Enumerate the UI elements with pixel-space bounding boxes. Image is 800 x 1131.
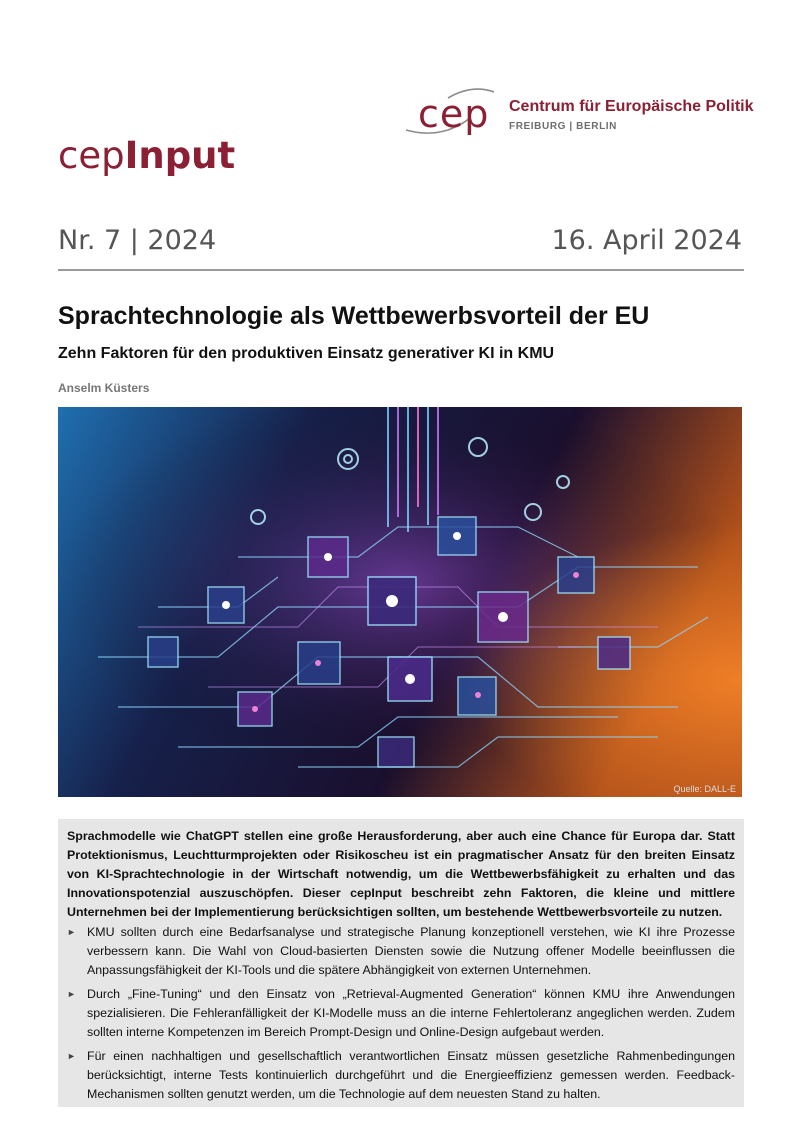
institution-cities: FREIBURG | BERLIN (509, 121, 617, 132)
issue-number: Nr. 7 | 2024 (58, 225, 217, 256)
series-title (58, 134, 235, 177)
bullet-marker-icon: ► (67, 989, 76, 999)
issue-date: 16. April 2024 (551, 225, 742, 256)
summary-bullet-text: Durch „Fine-Tuning“ und den Einsatz von „Retrieval-Augmented Generation“ können KMU ihre Anwendungen spezialisieren. Die Fehleranfälligkeit der KI-Modelle muss an die interne Fehlertoleranz angeglichen werden. Zudem sollten interne Kompetenzen im Bereich Prompt-Design und Online-Design aufgebaut werden. (87, 987, 735, 1039)
bullet-marker-icon: ► (67, 927, 76, 937)
logo-wordmark: cep (418, 92, 490, 136)
summary-bullet (67, 1047, 735, 1104)
page-title: Sprachtechnologie als Wettbewerbsvorteil der EU (58, 302, 650, 330)
circuit-illustration (58, 407, 742, 797)
series-prefix: cep (58, 134, 125, 177)
institution-name: Centrum für Europäische Politik (509, 98, 754, 115)
image-credit: Quelle: DALL-E (673, 784, 736, 794)
author-name: Anselm Küsters (58, 381, 150, 395)
page-subtitle: Zehn Faktoren für den produktiven Einsatz generativer KI in KMU (58, 345, 555, 362)
summary-bullet-text: Für einen nachhaltigen und gesellschaftlich verantwortlichen Einsatz müssen gesetzliche Rahmenbedingungen berücksichtigt, interne Tests kontinuierlich durchgeführt und die Energieeffizienz gemessen werden. Feedback-Mechanismen sollten genutzt werden, um die Technologie auf dem neuesten Stand zu halten. (87, 1049, 735, 1101)
header-divider (58, 269, 744, 271)
hero-image (58, 407, 742, 797)
summary-bullet-text: KMU sollten durch eine Bedarfsanalyse und strategische Planung konzeptionell verstehen, wie KI ihre Prozesse verbessern kann. Die Wahl von Cloud-basierten Diensten sowie die Nutzung offener Modelle beeinflussen die Anpassungsfähigkeit der KI-Tools und die spätere Abhängigkeit von externen Unternehmen. (87, 925, 735, 977)
summary-intro: Sprachmodelle wie ChatGPT stellen eine große Herausforderung, aber auch eine Chance für Europa dar. Statt Protektionismus, Leuchtturmprojekten oder Risikoscheu ist ein pragmatischer Ansatz für den breiten Einsatz von KI-Sprachtechnologie in der Wirtschaft notwendig, um die Wettbewerbsfähigkeit zu erhalten und das Innovationspotenzial auszuschöpfen. Dieser cepInput beschreibt zehn Faktoren, die kleine und mittlere Unternehmen bei der Implementierung berücksichtigen sollten, um bestehende Wettbewerbsvorteile zu nutzen. (67, 829, 735, 919)
summary-bullet (67, 923, 735, 980)
summary-bullet (67, 985, 735, 1042)
bullet-marker-icon: ► (67, 1051, 76, 1061)
summary-box (58, 819, 744, 1107)
series-name: Input (124, 134, 236, 177)
